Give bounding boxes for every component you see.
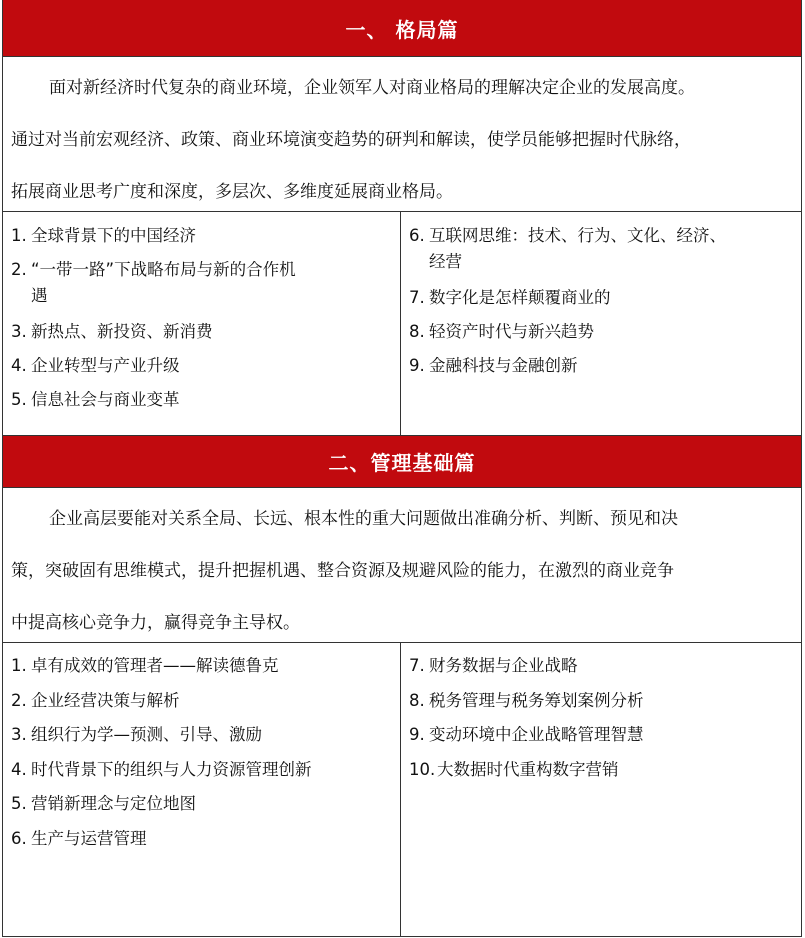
- topic-number: 2.: [11, 260, 27, 279]
- topic-item: [401, 722, 801, 757]
- topic-number: 3.: [11, 322, 27, 341]
- topic-number: 2.: [11, 690, 27, 710]
- topic-text: 卓有成效的管理者——解读德鲁克: [31, 656, 279, 675]
- topic-item: [3, 653, 400, 688]
- topic-text: 企业转型与产业升级: [31, 356, 180, 375]
- topic-number: 5.: [11, 794, 27, 813]
- intro-line: 企业高层要能对关系全局、长远、根本性的重大问题做出准确分析、判断、预见和决: [49, 509, 678, 529]
- topic-text: 信息社会与商业变革: [31, 390, 180, 409]
- section-title-banner: [3, 0, 801, 57]
- topic-number: 8.: [409, 690, 425, 710]
- topic-number: 6.: [11, 828, 27, 848]
- topic-text: 互联网思维：技术、行为、文化、经济、: [429, 226, 726, 245]
- topic-number: 9.: [409, 725, 425, 744]
- topic-column-left: [3, 212, 401, 435]
- topic-item: [3, 791, 400, 826]
- topic-number: 3.: [11, 725, 27, 744]
- intro-line: 中提高核心竞争力，赢得竞争主导权。: [11, 613, 300, 633]
- topic-text: 全球背景下的中国经济: [31, 226, 196, 245]
- topic-text: 大数据时代重构数字营销: [437, 759, 619, 779]
- section-geju: [3, 0, 801, 436]
- topic-number: 9.: [409, 356, 425, 375]
- topic-number: 4.: [11, 356, 27, 375]
- topic-column-left: [3, 643, 401, 936]
- topic-number: 6.: [409, 226, 425, 245]
- topic-text: 金融科技与金融创新: [429, 356, 578, 375]
- topic-columns: [3, 643, 801, 936]
- topic-number: 10.: [409, 759, 436, 779]
- topic-item: [3, 826, 400, 861]
- topic-item: [401, 353, 801, 387]
- topic-item: [3, 688, 400, 723]
- topic-text-continued: 遇: [31, 286, 48, 305]
- topic-text: 轻资产时代与新兴趋势: [429, 322, 594, 341]
- section-title-banner: [3, 436, 801, 488]
- intro-line: 策，突破固有思维模式，提升把握机遇、整合资源及规避风险的能力，在激烈的商业竞争: [11, 561, 674, 581]
- intro-line: 通过对当前宏观经济、政策、商业环境演变趋势的研判和解读，使学员能够把握时代脉络，: [11, 130, 691, 150]
- topic-text: 新热点、新投资、新消费: [31, 322, 213, 341]
- course-document: [2, 0, 802, 937]
- topic-number: 1.: [11, 656, 27, 675]
- topic-number: 8.: [409, 322, 425, 341]
- topic-text: 变动环境中企业战略管理智慧: [429, 725, 644, 744]
- topic-item: [3, 223, 400, 257]
- topic-item: [401, 319, 801, 353]
- intro-line: 面对新经济时代复杂的商业环境，企业领军人对商业格局的理解决定企业的发展高度。: [49, 78, 695, 98]
- section-management-basics: [3, 436, 801, 936]
- topic-text: “一带一路”下战略布局与新的合作机: [31, 260, 296, 279]
- topic-number: 7.: [409, 656, 425, 675]
- topic-item: [3, 722, 400, 757]
- topic-item: [401, 757, 801, 792]
- topic-text: 税务管理与税务筹划案例分析: [429, 690, 644, 710]
- topic-item: [3, 353, 400, 387]
- topic-item: [3, 319, 400, 353]
- topic-number: 5.: [11, 390, 27, 409]
- topic-item: [401, 285, 801, 319]
- topic-item: [401, 653, 801, 688]
- topic-item: [3, 757, 400, 792]
- section-intro: [3, 488, 801, 643]
- topic-text-continued: 经营: [429, 252, 462, 271]
- topic-text: 企业经营决策与解析: [31, 690, 180, 710]
- topic-column-right: [401, 212, 801, 435]
- topic-columns: [3, 212, 801, 436]
- topic-number: 1.: [11, 226, 27, 245]
- section-title: 一、 格局篇: [345, 17, 459, 42]
- topic-text: 数字化是怎样颠覆商业的: [429, 288, 611, 307]
- topic-text: 时代背景下的组织与人力资源管理创新: [31, 759, 312, 779]
- topic-item: [3, 257, 400, 319]
- topic-number: 4.: [11, 759, 27, 779]
- topic-item: [401, 223, 801, 285]
- topic-text: 财务数据与企业战略: [429, 656, 578, 675]
- topic-number: 7.: [409, 288, 425, 307]
- topic-item: [401, 688, 801, 723]
- topic-text: 生产与运营管理: [31, 828, 147, 848]
- section-title: 二、管理基础篇: [328, 451, 476, 475]
- topic-column-right: [401, 643, 801, 936]
- topic-text: 营销新理念与定位地图: [31, 794, 196, 813]
- section-intro: [3, 57, 801, 212]
- topic-item: [3, 387, 400, 421]
- topic-text: 组织行为学—预测、引导、激励: [31, 725, 262, 744]
- intro-line: 拓展商业思考广度和深度，多层次、多维度延展商业格局。: [11, 182, 453, 202]
